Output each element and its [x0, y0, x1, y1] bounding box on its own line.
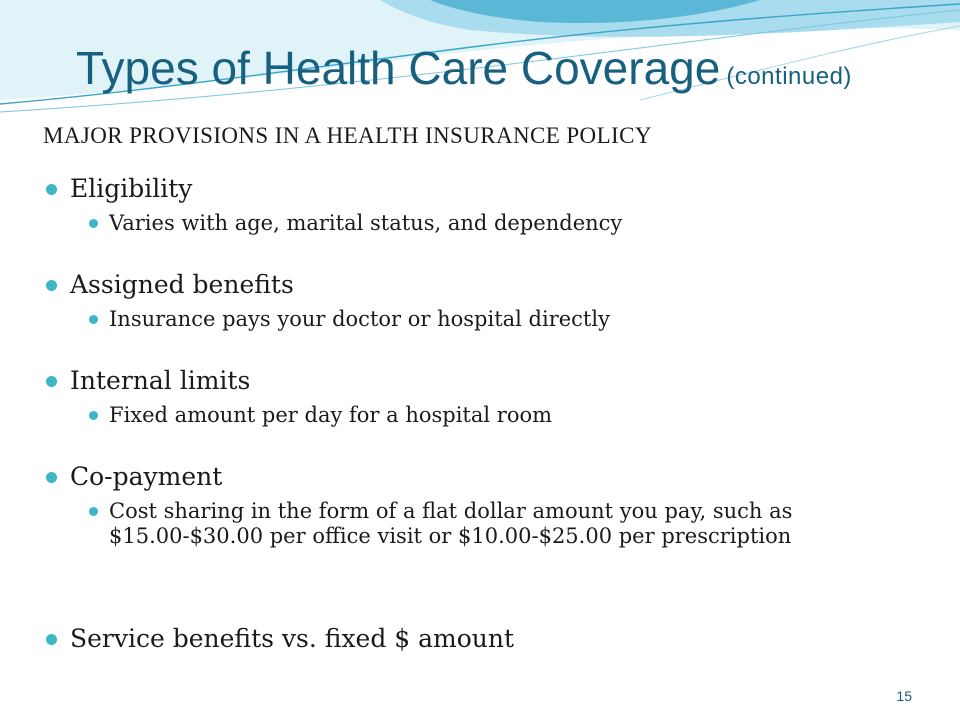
provision-service-benefits [0, 623, 960, 655]
slide-title-suffix: (continued) [726, 63, 852, 90]
page-number: 15 [896, 688, 912, 704]
provision-detail-text: Fixed amount per day for a hospital room [109, 403, 553, 427]
provision-heading [0, 623, 960, 655]
provision-heading [0, 365, 960, 397]
provision-detail [0, 211, 889, 236]
provision-label: Internal limits [70, 366, 251, 395]
provision-detail [0, 499, 889, 549]
provision-assigned-benefits [0, 269, 960, 332]
provision-detail-text: Varies with age, marital status, and dependency [109, 211, 623, 235]
provision-detail [0, 307, 889, 332]
bullet-icon [46, 280, 57, 291]
sub-bullet-icon [89, 219, 98, 228]
provision-internal-limits [0, 365, 960, 428]
bullet-icon [46, 472, 57, 483]
provision-heading [0, 269, 960, 301]
provision-label: Service benefits vs. fixed $ amount [70, 624, 515, 653]
provision-heading [0, 461, 960, 493]
section-subheading: MAJOR PROVISIONS IN A HEALTH INSURANCE POLICY [43, 123, 652, 148]
provision-detail [0, 403, 889, 428]
sub-bullet-icon [89, 411, 98, 420]
provision-label: Co-payment [70, 462, 223, 491]
provision-label: Eligibility [70, 174, 193, 203]
bullet-icon [46, 184, 57, 195]
slide-title-main: Types of Health Care Coverage [76, 42, 721, 94]
provision-eligibility [0, 173, 960, 236]
sub-bullet-icon [89, 507, 98, 516]
slide-title [76, 40, 852, 105]
bullet-icon [46, 634, 57, 645]
provision-detail-text: Cost sharing in the form of a flat dollar amount you pay, such as $15.00-$30.00 per office visit or $10.00-$25.00 per prescription [109, 499, 793, 548]
bullet-icon [46, 376, 57, 387]
sub-bullet-icon [89, 315, 98, 324]
provision-detail-text: Insurance pays your doctor or hospital directly [109, 307, 610, 331]
provision-heading [0, 173, 960, 205]
provision-co-payment [0, 461, 960, 549]
provision-label: Assigned benefits [70, 270, 294, 299]
